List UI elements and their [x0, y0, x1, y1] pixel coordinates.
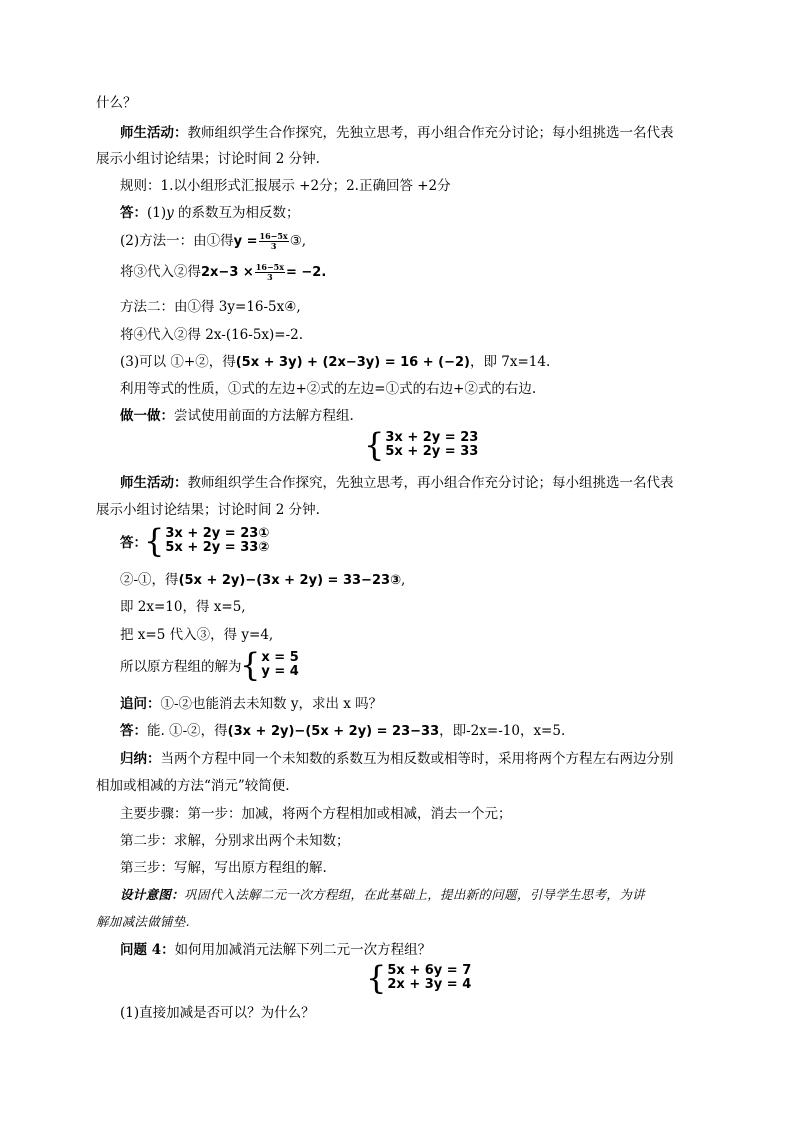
text: 第二步：求解，分别求出两个未知数； [120, 833, 350, 849]
label-summary: 归纳： [120, 751, 161, 767]
text-line-12 [120, 407, 354, 425]
equation: 3x + 2y = 23 [385, 430, 479, 445]
text: 所以原方程组的解为 [120, 659, 242, 675]
text-line-30 [120, 1004, 315, 1022]
equation: x = 5 [261, 650, 299, 665]
math: (5x + 2y)−(3x + 2y) = 33−23③ [178, 573, 402, 588]
text-line-28 [96, 913, 190, 931]
text: ②-①，得 [120, 572, 179, 588]
text: 能. ①-②，得 [147, 723, 228, 739]
equation: 2x + 3y = 4 [387, 977, 472, 992]
math: (3x + 2y)−(5x + 2y) = 23−33 [227, 724, 440, 739]
text-line-18 [120, 626, 273, 644]
text-line-23 [96, 777, 290, 795]
text: 方法二：由①得 3y=16-5x④, [120, 299, 301, 315]
text: 的系数互为相反数； [173, 205, 300, 221]
brace: { [364, 426, 385, 464]
text-line-19 [120, 658, 242, 676]
text: ③, [289, 233, 307, 249]
label-answer: 答： [120, 205, 147, 221]
equation: 5x + 6y = 7 [387, 963, 472, 978]
label-answer: 答： [120, 723, 147, 739]
brace: { [366, 959, 387, 997]
text-line-4 [120, 177, 451, 195]
text: 教师组织学生合作探究，先独立思考，再小组合作充分讨论；每小组挑选一名代表 [187, 475, 674, 491]
text: 展示小组讨论结果；讨论时间 2 分钟. [96, 502, 320, 518]
text-line-27 [120, 886, 645, 904]
text: 当两个方程中同一个未知数的系数互为相反数或相等时，采用将两个方程左右两边分别 [160, 751, 674, 767]
math: 2x−3 × [201, 265, 254, 280]
text-line-26 [120, 859, 327, 877]
label-question-4: 问题 4： [120, 942, 175, 958]
text: 将④代入②得 2x-(16-5x)=-2. [120, 327, 304, 343]
fraction [259, 232, 289, 251]
text-line-20 [120, 695, 382, 713]
equation: y = 4 [261, 664, 299, 679]
text-line-2 [120, 124, 674, 142]
label-try-it: 做一做： [120, 408, 174, 424]
text: 将③代入②得 [120, 264, 201, 280]
text: 第三步：写解，写出原方程组的解. [120, 860, 327, 876]
text-line-29 [120, 941, 431, 959]
text-line-7 [120, 263, 326, 282]
numerator: 16−5x [259, 231, 288, 241]
variable: y [166, 205, 174, 221]
text: 尝试使用前面的方法解方程组. [174, 408, 354, 424]
text: 如何用加减消元法解下列二元一次方程组？ [174, 942, 432, 958]
fraction [255, 263, 285, 282]
equation: 5x + 2y = 33 [385, 444, 479, 459]
math: = −2. [285, 265, 327, 280]
label-answer: 答： [120, 535, 147, 551]
brace: { [144, 522, 165, 560]
text-line-5 [120, 204, 300, 222]
label-design-intent: 设计意图： [120, 887, 185, 902]
text-line-25 [120, 832, 350, 850]
text: , [401, 572, 406, 588]
text: 巩固代入法解二元一次方程组，在此基础上，提出新的问题，引导学生思考，为讲 [184, 887, 645, 902]
brace: { [240, 646, 261, 684]
text: (1)直接加减是否可以？为什么？ [120, 1005, 315, 1021]
math: y = [233, 234, 258, 249]
text: 相加或相减的方法“消元”较简便. [96, 778, 290, 794]
equation: 5x + 2y = 33② [165, 540, 270, 555]
numerator: 16−5x [255, 262, 284, 272]
text: 即 2x=10，得 x=5, [120, 599, 246, 615]
text-line-16 [120, 571, 405, 590]
label-teacher-student-activity: 师生活动： [120, 125, 188, 141]
text-line-15 [120, 534, 147, 552]
text: 主要步骤：第一步：加减，将两个方程相加或相减，消去一个元； [120, 806, 512, 822]
text: (2)方法一：由①得 [120, 233, 234, 249]
text-line-10 [120, 353, 550, 372]
text-line-21 [120, 722, 565, 741]
text: 什么？ [96, 95, 137, 111]
text-line-22 [120, 750, 674, 768]
text-line-17 [120, 598, 246, 616]
text-line-1 [96, 94, 137, 112]
text: 利用等式的性质，①式的左边+②式的左边=①式的右边+②式的右边. [120, 381, 537, 397]
equation: 3x + 2y = 23① [165, 526, 270, 541]
denominator: 3 [267, 272, 273, 282]
label-follow-up: 追问： [120, 696, 161, 712]
text-line-13 [120, 474, 674, 492]
text: 展示小组讨论结果；讨论时间 2 分钟. [96, 151, 320, 167]
text: 教师组织学生合作探究，先独立思考，再小组合作充分讨论；每小组挑选一名代表 [187, 125, 674, 141]
text-line-24 [120, 805, 512, 823]
text: 解加减法做铺垫. [96, 914, 190, 929]
text-line-6 [120, 232, 306, 251]
text-line-14 [96, 501, 320, 519]
text: (3)可以 ①+②，得 [120, 354, 236, 370]
equation-system-2 [144, 522, 270, 560]
equation-system-3 [240, 646, 299, 684]
text: ①-②也能消去未知数 y，求出 x 吗？ [160, 696, 383, 712]
equation-system-1 [364, 426, 479, 464]
equation-system-4 [366, 959, 472, 997]
text-line-3 [96, 150, 320, 168]
denominator: 3 [270, 241, 277, 251]
text: ，即 7x=14. [469, 354, 551, 370]
text-line-9 [120, 326, 303, 344]
label-teacher-student-activity: 师生活动： [120, 475, 188, 491]
math: (5x + 3y) + (2x−3y) = 16 + (−2) [235, 355, 470, 370]
text-line-11 [120, 380, 536, 398]
text: (1) [147, 205, 167, 221]
text: 规则：1.以小组形式汇报展示 +2分；2.正确回答 +2分 [120, 178, 451, 194]
text: ，即-2x=-10，x=5. [439, 723, 566, 739]
text-line-8 [120, 298, 301, 316]
text: 把 x=5 代入③，得 y=4, [120, 627, 274, 643]
